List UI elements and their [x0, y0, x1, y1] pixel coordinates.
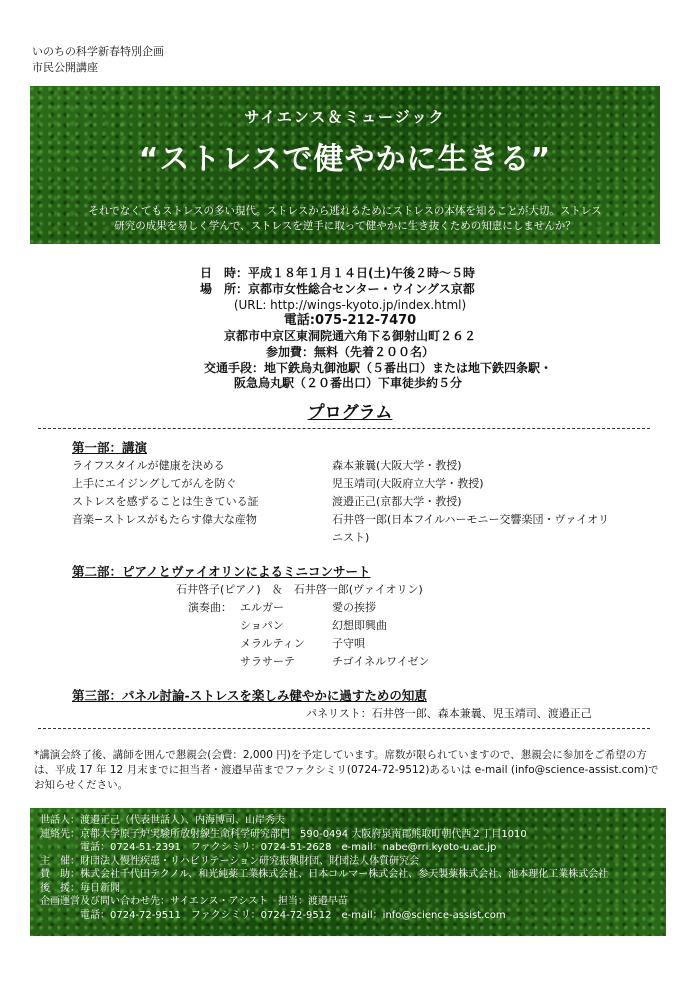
banner-desc-line-1: それでなくてもストレスの多い現代。ストレスから逃れるためにストレスの本体を知ることが大切。ストレス [88, 205, 602, 217]
composer-3: メラルティン [240, 637, 305, 650]
composer-2: ショパン [240, 619, 284, 632]
footer-banner [30, 808, 666, 936]
footer-organizers: 世話人：渡邉正己（代表世話人）、内海博司、山岸秀夫 [40, 815, 285, 826]
part1-speaker-4-cont: ニスト) [332, 531, 370, 544]
part1-topic-2: 上手にエイジングしてがんを防ぐ [72, 477, 237, 490]
piece-3: 子守唄 [332, 637, 365, 650]
part3-heading: 第三部：パネル討論-ストレスを楽しみ健やかに過すための知恵 [72, 688, 427, 703]
event-date: 日 時：平成１８年１月１４日(土)午後２時〜５時 [200, 266, 475, 280]
part1-topic-3: ストレスを感ずることは生きている証 [72, 495, 259, 508]
footer-contact-phone: 電話：0724-51-2391 ファクシミリ：0724-51-2628 e-mail：nabe@rri.kyoto-u.ac.jp [40, 842, 497, 853]
venue-address: 京都市中京区東洞院通六角下る御射山町２６２ [223, 329, 476, 343]
footer-host: 主 催：財団法人慢性疾患・リハビリテーション研究振興財団、財団法人体質研究会 [40, 855, 420, 867]
banner-desc-line-2: 研究の成果を易しく学んで、ストレスを逆手に取って健やかに生き抜くための知恵にしませんか？ [114, 220, 576, 232]
divider-top [38, 428, 650, 429]
banner-description [60, 204, 630, 234]
part1-speaker-2: 児玉靖司(大阪府立大学・教授) [332, 477, 484, 490]
venue-url[interactable]: (URL: http://wings-kyoto.jp/index.html) [233, 298, 467, 312]
header-line-2: 市民公開講座 [32, 61, 98, 74]
footer-inquiry-phone: 電話：0724-72-9511 ファクシミリ：0724-72-9512 e-mail：info@science-assist.com [40, 909, 506, 921]
footer-support: 後 援：毎日新聞 [40, 882, 120, 894]
part2-heading: 第二部：ピアノとヴァイオリンによるミニコンサート [72, 564, 371, 579]
banner-title: “ストレスで健やかに生きる” [138, 142, 552, 177]
part3-panelists: パネリスト：石井啓一郎、森本兼曩、児玉靖司、渡邉正己 [306, 707, 592, 720]
divider-bottom [38, 728, 650, 729]
footer-contact: 連絡先：京都大学原子炉実験所放射線生命科学研究部門 590-0494 大阪府泉南郡熊取町朝代西２丁目1010 [40, 828, 527, 840]
footer-inquiry: 企画運営及び問い合わせ先：サイエンス・アシスト 担当：渡邉早苗 [40, 896, 348, 907]
composer-4: サラサーテ [240, 655, 295, 668]
transport-line-1: 交通手段：地下鉄烏丸御池駅（５番出口）または地下鉄四条駅・ [204, 361, 553, 375]
composer-1: エルガー [240, 601, 284, 614]
event-place: 場 所：京都市女性総合センター・ウイングス京都 [200, 282, 475, 296]
title-banner [30, 86, 660, 244]
part1-speaker-1: 森本兼曩(大阪大学・教授) [332, 459, 462, 472]
piece-2: 幻想即興曲 [332, 619, 387, 632]
part1-heading: 第一部：講演 [72, 440, 148, 455]
transport-line-2: 阪急烏丸駅（２０番出口）下車徒歩約５分 [234, 376, 463, 390]
event-fee: 参加費：無料（先着２００名） [265, 345, 434, 359]
piece-4: チゴイネルワイゼン [332, 655, 430, 668]
header-line-1: いのちの科学新春特別企画 [32, 45, 164, 58]
program-title: プログラム [307, 403, 393, 423]
part1-speaker-3: 渡邉正己(京都大学・教授) [332, 495, 462, 508]
banner-subtitle: サイエンス＆ミュージック [244, 108, 446, 126]
piece-1: 愛の挨拶 [332, 601, 376, 614]
part2-performers: 石井啓子(ピアノ) ＆ 石井啓一郎(ヴァイオリン) [176, 583, 423, 596]
part1-topic-4: 音楽−ストレスがもたらす偉大な産物 [72, 513, 257, 526]
part2-pieces-label: 演奏曲： [188, 601, 232, 614]
footer-sponsors: 賛 助：株式会社千代田テクノル、和光純薬工業株式会社、日本コルマー株式会社、参天製薬株式会社、池本理化工業株式会社 [40, 869, 609, 880]
reception-note: *講演会終了後、講師を囲んで懇親会(会費：2,000 円)を予定しています。席数が限られていますので、懇親会に参加をご希望の方は、平成 17 年 12 月末までに担当者・渡邉早苗までファクシミリ(0724-72-9512)あるいは e-mail (info@science-assist.com)でお知らせください。 [34, 749, 659, 791]
venue-tel: 電話:075-212-7470 [283, 313, 417, 328]
part1-topic-1: ライフスタイルが健康を決める [72, 459, 225, 472]
part1-speaker-4: 石井啓一郎(日本フイルハーモニー交響楽団・ヴァイオリ [332, 513, 610, 526]
